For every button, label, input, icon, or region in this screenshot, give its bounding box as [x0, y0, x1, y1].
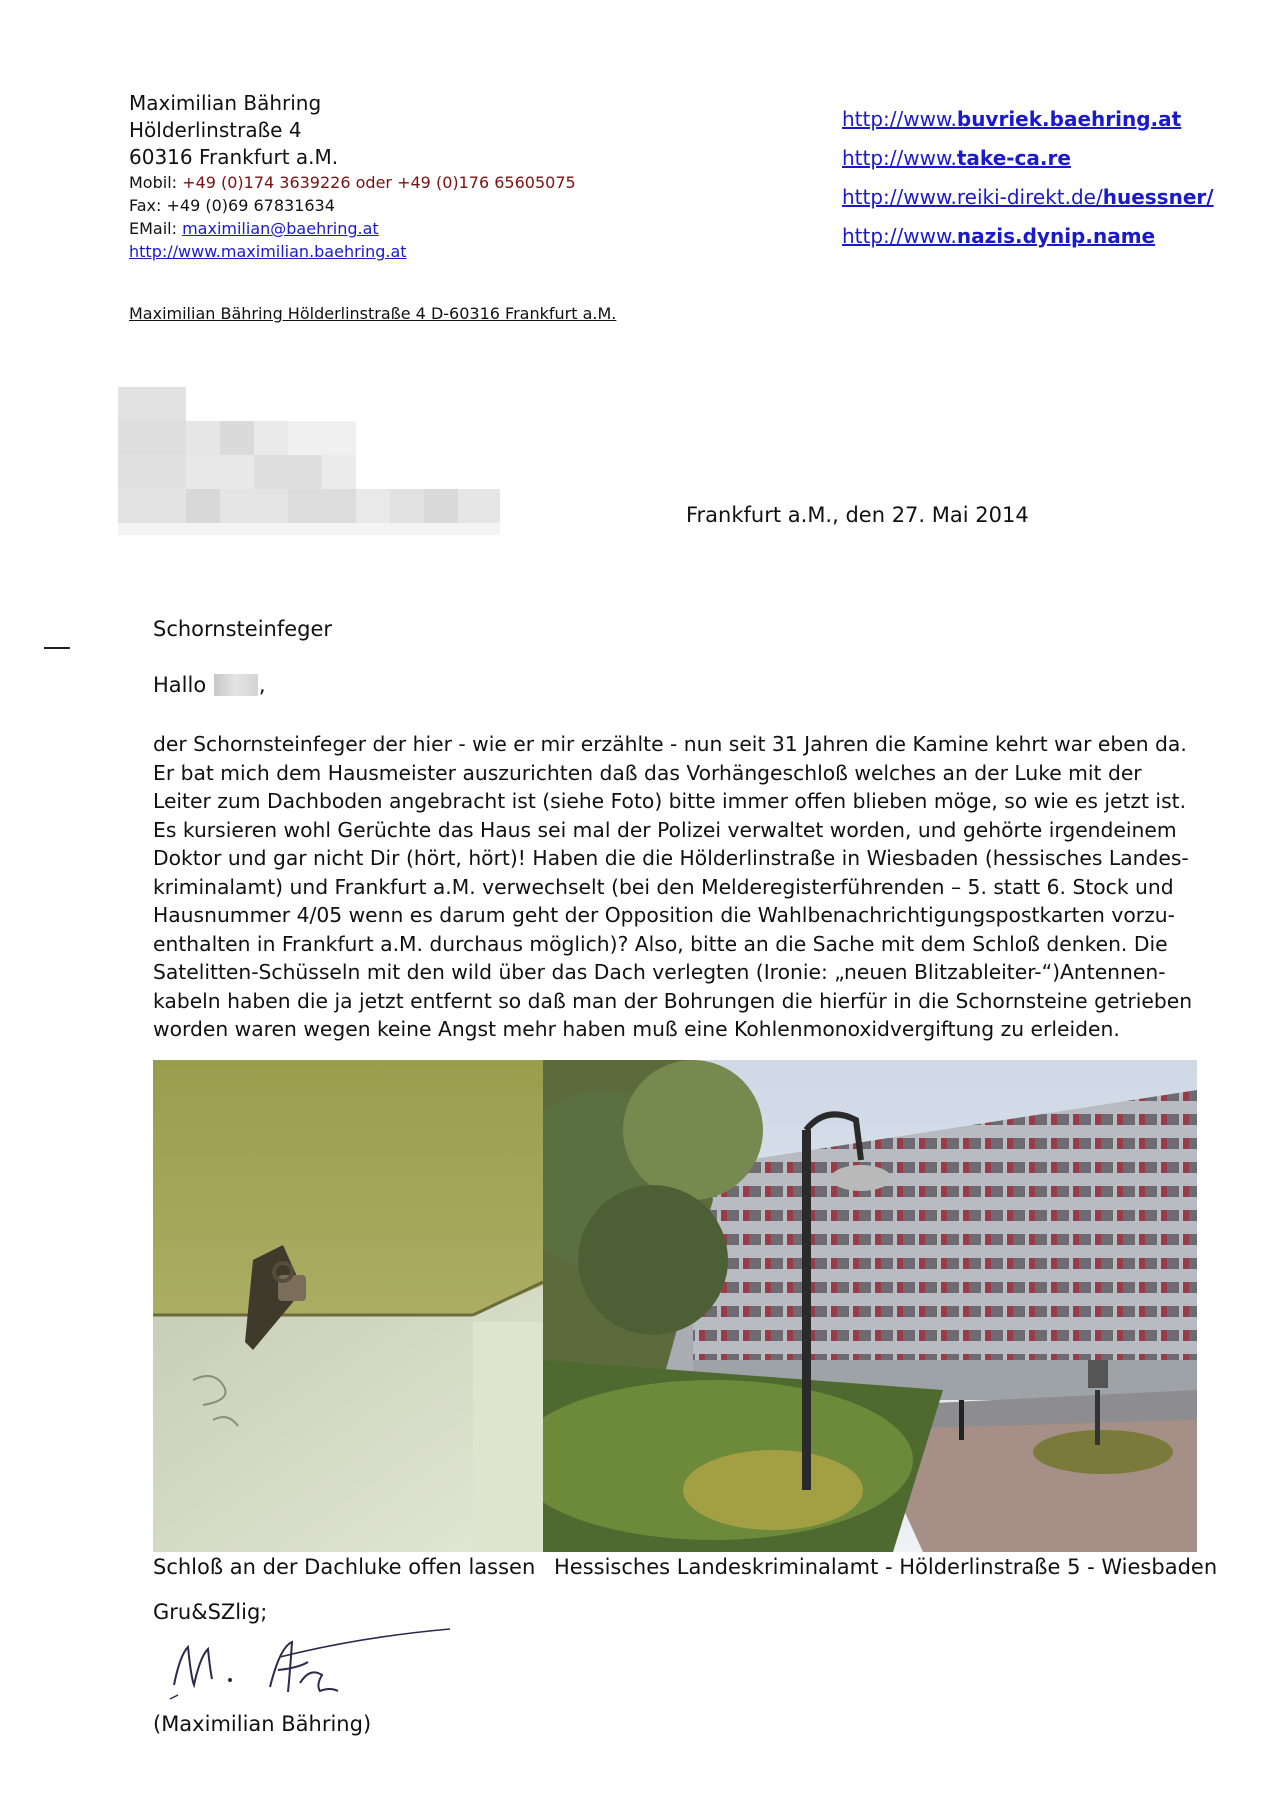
email-label: EMail:	[129, 219, 177, 238]
closing-salutation: Gru&SZlig;	[153, 1600, 268, 1624]
letter-date: Frankfurt a.M., den 27. Mai 2014	[686, 503, 1029, 527]
sender-block	[129, 90, 749, 263]
link-take-care[interactable]: http://www.take-ca.re	[842, 146, 1071, 170]
caption-lka-building: Hessisches Landeskriminalamt - Hölderlinstraße 5 - Wiesbaden	[554, 1555, 1218, 1579]
fold-mark	[44, 647, 70, 649]
mobile-number-1: +49 (0)174 3639226	[182, 173, 351, 192]
sender-website-line	[129, 240, 749, 263]
mobile-label: Mobil:	[129, 173, 178, 192]
mobile-or: oder	[355, 173, 392, 192]
redacted-first-name	[214, 674, 258, 696]
letter-subject: Schornsteinfeger	[153, 617, 333, 641]
sender-city: 60316 Frankfurt a.M.	[129, 145, 339, 169]
greeting-end: ,	[258, 673, 266, 697]
fax-label: Fax:	[129, 196, 162, 215]
greeting-start: Hallo	[153, 673, 213, 697]
sender-fax-line	[129, 194, 749, 217]
link-list	[842, 100, 1272, 256]
photo-attic-lock	[153, 1060, 543, 1552]
body-paragraph: der Schornsteinfeger der hier - wie er mir erzählte - nun seit 31 Jahren die Kamine kehrt war eben da. Er bat mich dem Hausmeister auszurichten daß das Vorhängeschloß welches an der Luke mit der Leiter zum Dachboden angebracht ist (siehe Foto) bitte immer offen blieben möge, so wie es jetzt ist. Es kursieren wohl Gerüchte das Haus sei mal der Polizei verwaltet worden, und gehörte irgendeinem Doktor und gar nicht Dir (hört, hört)! Haben die die Hölderlinstraße in Wiesbaden (hessisches Landes-kriminalamt) und Frankfurt a.M. verwechselt (bei den Melderegisterführenden – 5. statt 6. Stock und Hausnummer 4/05 wenn es darum geht der Opposition die Wahlbenachrichtigungspostkarten vorzu-enthalten in Frankfurt a.M. durchaus möglich)? Also, bitte an die Sache mit dem Schloß denken. Die Satelitten-Schüsseln mit den wild über das Dach verlegten (Ironie: „neuen Blitzableiter-“)Antennen-kabeln haben die ja jetzt entfernt so daß man der Bohrungen die hierfür in die Schornsteine getrieben worden waren wegen keine Angst mehr haben muß eine Kohlenmonoxidvergiftung zu erleiden.	[153, 732, 1193, 1041]
link-nazis-dynip[interactable]: http://www.nazis.dynip.name	[842, 224, 1156, 248]
mobile-number-2: +49 (0)176 65605075	[397, 173, 576, 192]
email-link[interactable]: maximilian@baehring.at	[182, 219, 379, 238]
website-link[interactable]: http://www.maximilian.baehring.at	[129, 242, 407, 261]
sender-email-line	[129, 217, 749, 240]
photo-lka-building	[543, 1060, 1197, 1552]
sender-street: Hölderlinstraße 4	[129, 118, 302, 142]
sender-name: Maximilian Bähring	[129, 91, 322, 115]
signature-name: (Maximilian Bähring)	[153, 1712, 372, 1736]
link-reiki-direkt[interactable]: http://www.reiki-direkt.de/huessner/	[842, 185, 1214, 209]
caption-attic-lock: Schloß an der Dachluke offen lassen	[153, 1555, 536, 1579]
return-address: Maximilian Bähring Hölderlinstraße 4 D-60316 Frankfurt a.M.	[129, 304, 617, 323]
sender-mobile-line	[129, 171, 749, 194]
greeting	[153, 673, 266, 697]
handwritten-signature	[160, 1625, 460, 1710]
link-buvriek[interactable]: http://www.buvriek.baehring.at	[842, 107, 1182, 131]
redacted-recipient-address	[118, 387, 500, 537]
letter-body	[153, 730, 1198, 1044]
fax-number: +49 (0)69 67831634	[166, 196, 335, 215]
